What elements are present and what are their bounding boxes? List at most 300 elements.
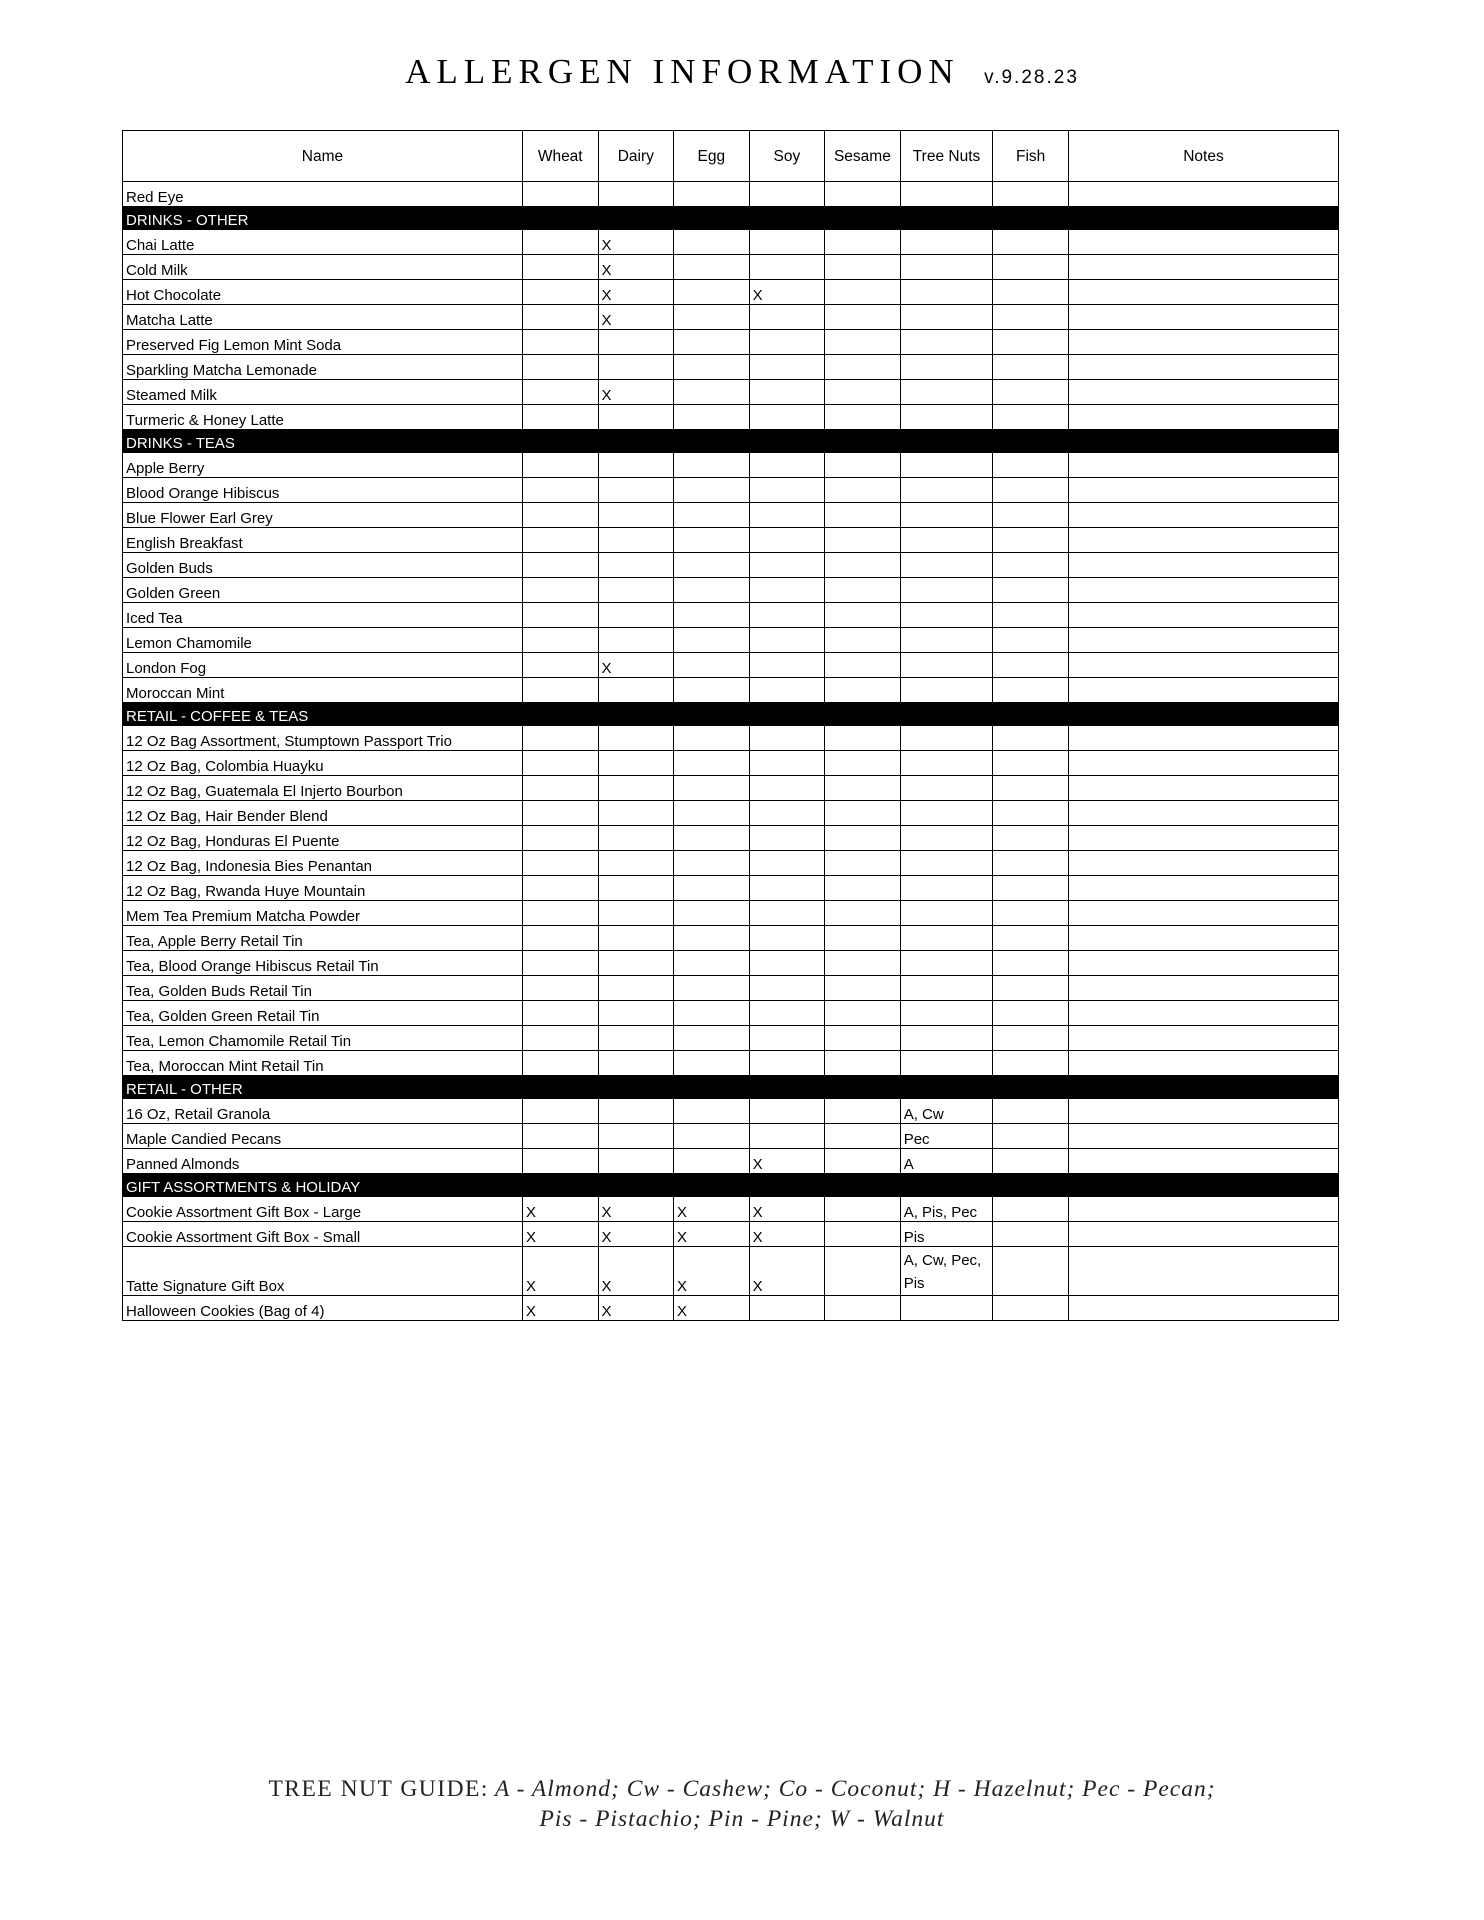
cell-fish [993,355,1069,380]
cell-sesame [825,405,901,430]
cell-egg: X [674,1247,750,1296]
tree-nut-guide-label: TREE NUT GUIDE: [268,1776,489,1802]
cell-name: 16 Oz, Retail Granola [123,1099,523,1124]
cell-fish [993,528,1069,553]
section-header-row [123,430,1339,453]
cell-tree-nuts [900,603,993,628]
cell-notes [1068,1197,1338,1222]
cell-name: Maple Candied Pecans [123,1124,523,1149]
cell-soy [749,801,825,826]
cell-name: Tea, Moroccan Mint Retail Tin [123,1051,523,1076]
cell-name: English Breakfast [123,528,523,553]
cell-name: Panned Almonds [123,1149,523,1174]
cell-notes [1068,478,1338,503]
table-row [123,653,1339,678]
cell-tree-nuts [900,726,993,751]
cell-fish [993,1149,1069,1174]
cell-tree-nuts [900,901,993,926]
table-row [123,453,1339,478]
cell-egg [674,255,750,280]
cell-name: Blue Flower Earl Grey [123,503,523,528]
cell-sesame [825,726,901,751]
cell-soy [749,453,825,478]
table-row [123,826,1339,851]
cell-dairy [598,826,674,851]
cell-dairy [598,182,674,207]
cell-notes [1068,653,1338,678]
cell-sesame [825,578,901,603]
cell-soy [749,628,825,653]
cell-wheat [522,801,598,826]
cell-fish [993,503,1069,528]
cell-name: Turmeric & Honey Latte [123,405,523,430]
cell-sesame [825,1149,901,1174]
cell-soy [749,851,825,876]
table-row [123,1197,1339,1222]
cell-soy [749,578,825,603]
cell-notes [1068,628,1338,653]
cell-wheat: X [522,1197,598,1222]
cell-name: Red Eye [123,182,523,207]
cell-sesame [825,453,901,478]
cell-tree-nuts [900,678,993,703]
cell-tree-nuts [900,405,993,430]
cell-name: Apple Berry [123,453,523,478]
table-row [123,528,1339,553]
cell-notes [1068,678,1338,703]
column-header-notes: Notes [1068,131,1338,182]
cell-egg [674,678,750,703]
table-row [123,1222,1339,1247]
cell-notes [1068,851,1338,876]
table-row [123,1099,1339,1124]
cell-dairy: X [598,380,674,405]
cell-fish [993,1124,1069,1149]
cell-name: Cookie Assortment Gift Box - Small [123,1222,523,1247]
cell-sesame [825,230,901,255]
cell-soy [749,255,825,280]
cell-sesame [825,926,901,951]
table-row [123,478,1339,503]
cell-notes [1068,1099,1338,1124]
column-header-tree-nuts: Tree Nuts [900,131,993,182]
cell-name: Tatte Signature Gift Box [123,1247,523,1296]
cell-wheat [522,951,598,976]
cell-name: Tea, Blood Orange Hibiscus Retail Tin [123,951,523,976]
cell-wheat [522,653,598,678]
cell-tree-nuts [900,1051,993,1076]
section-header-row [123,1076,1339,1099]
table-row [123,182,1339,207]
cell-fish [993,182,1069,207]
title-text: ALLERGEN INFORMATION [405,52,960,91]
section-header-label: RETAIL - COFFEE & TEAS [123,703,1339,726]
cell-soy: X [749,1222,825,1247]
cell-soy [749,603,825,628]
cell-name: Cold Milk [123,255,523,280]
column-header-name: Name [123,131,523,182]
cell-wheat [522,826,598,851]
cell-wheat [522,280,598,305]
cell-notes [1068,355,1338,380]
cell-notes [1068,1124,1338,1149]
tree-nut-guide-line-2 [0,1804,1484,1834]
cell-notes [1068,280,1338,305]
cell-egg [674,305,750,330]
cell-soy [749,951,825,976]
cell-dairy [598,603,674,628]
cell-notes [1068,751,1338,776]
cell-tree-nuts [900,230,993,255]
cell-wheat [522,926,598,951]
cell-name: Tea, Lemon Chamomile Retail Tin [123,1026,523,1051]
cell-tree-nuts [900,280,993,305]
table-row [123,876,1339,901]
cell-dairy: X [598,1197,674,1222]
cell-fish [993,628,1069,653]
cell-sesame [825,182,901,207]
cell-notes [1068,230,1338,255]
cell-dairy: X [598,255,674,280]
cell-fish [993,603,1069,628]
section-header-label: DRINKS - OTHER [123,207,1339,230]
cell-sesame [825,1099,901,1124]
cell-soy [749,305,825,330]
cell-fish [993,280,1069,305]
cell-soy [749,230,825,255]
cell-tree-nuts [900,951,993,976]
cell-egg [674,553,750,578]
cell-name: 12 Oz Bag, Indonesia Bies Penantan [123,851,523,876]
cell-dairy [598,553,674,578]
table-row [123,330,1339,355]
cell-notes [1068,1296,1338,1321]
cell-dairy [598,926,674,951]
cell-egg [674,405,750,430]
cell-name: Lemon Chamomile [123,628,523,653]
cell-name: Steamed Milk [123,380,523,405]
table-row [123,751,1339,776]
cell-wheat [522,182,598,207]
cell-dairy: X [598,280,674,305]
cell-egg [674,976,750,1001]
cell-notes [1068,1051,1338,1076]
cell-soy [749,1124,825,1149]
column-header-sesame: Sesame [825,131,901,182]
cell-sesame [825,503,901,528]
table-row [123,1124,1339,1149]
cell-wheat [522,478,598,503]
cell-egg [674,776,750,801]
cell-soy: X [749,1247,825,1296]
cell-fish [993,1051,1069,1076]
cell-tree-nuts [900,528,993,553]
cell-tree-nuts [900,926,993,951]
cell-dairy [598,1124,674,1149]
cell-fish [993,751,1069,776]
tree-nut-guide-line-1 [0,1774,1484,1804]
cell-tree-nuts [900,503,993,528]
cell-wheat [522,603,598,628]
cell-notes [1068,182,1338,207]
cell-wheat [522,230,598,255]
cell-wheat [522,976,598,1001]
cell-sesame [825,528,901,553]
cell-fish [993,976,1069,1001]
cell-sesame [825,976,901,1001]
cell-wheat [522,405,598,430]
cell-notes [1068,305,1338,330]
cell-tree-nuts [900,355,993,380]
cell-soy: X [749,280,825,305]
cell-fish [993,1026,1069,1051]
table-row [123,926,1339,951]
cell-dairy [598,901,674,926]
cell-dairy [598,578,674,603]
cell-name: London Fog [123,653,523,678]
table-row [123,553,1339,578]
cell-egg [674,330,750,355]
table-row [123,678,1339,703]
column-header-soy: Soy [749,131,825,182]
cell-dairy: X [598,1222,674,1247]
cell-notes [1068,776,1338,801]
cell-wheat [522,528,598,553]
cell-soy [749,751,825,776]
cell-fish [993,951,1069,976]
cell-wheat [522,355,598,380]
cell-name: 12 Oz Bag, Rwanda Huye Mountain [123,876,523,901]
cell-notes [1068,503,1338,528]
cell-tree-nuts [900,182,993,207]
column-header-wheat: Wheat [522,131,598,182]
table-row [123,901,1339,926]
cell-tree-nuts [900,653,993,678]
cell-wheat [522,553,598,578]
cell-wheat [522,851,598,876]
cell-egg [674,726,750,751]
cell-sesame [825,851,901,876]
cell-notes [1068,578,1338,603]
cell-sesame [825,1026,901,1051]
cell-name: Matcha Latte [123,305,523,330]
cell-sesame [825,330,901,355]
cell-wheat [522,1149,598,1174]
cell-sesame [825,628,901,653]
cell-notes [1068,926,1338,951]
cell-wheat [522,901,598,926]
cell-name: Chai Latte [123,230,523,255]
cell-name: Tea, Golden Buds Retail Tin [123,976,523,1001]
section-header-row [123,1174,1339,1197]
cell-egg [674,826,750,851]
cell-egg: X [674,1296,750,1321]
cell-dairy [598,628,674,653]
cell-fish [993,1197,1069,1222]
tree-nut-guide-text-1: A - Almond; Cw - Cashew; Co - Coconut; H - Hazelnut; Pec - Pecan; [494,1776,1216,1802]
cell-tree-nuts: A, Cw [900,1099,993,1124]
cell-dairy [598,678,674,703]
cell-sesame [825,826,901,851]
cell-notes [1068,528,1338,553]
cell-dairy [598,1051,674,1076]
cell-sesame [825,1222,901,1247]
cell-soy [749,553,825,578]
cell-name: 12 Oz Bag Assortment, Stumptown Passport Trio [123,726,523,751]
cell-notes [1068,1001,1338,1026]
cell-dairy: X [598,230,674,255]
cell-fish [993,553,1069,578]
tree-nut-guide [0,1774,1484,1834]
cell-egg [674,851,750,876]
cell-sesame [825,653,901,678]
cell-notes [1068,826,1338,851]
cell-wheat [522,255,598,280]
cell-tree-nuts [900,255,993,280]
cell-egg [674,901,750,926]
cell-soy [749,1026,825,1051]
cell-tree-nuts [900,553,993,578]
column-header-dairy: Dairy [598,131,674,182]
cell-wheat [522,776,598,801]
cell-sesame [825,1197,901,1222]
column-header-egg: Egg [674,131,750,182]
cell-soy [749,926,825,951]
cell-wheat [522,1001,598,1026]
cell-notes [1068,1247,1338,1296]
allergen-table [122,130,1339,1321]
table-row [123,1051,1339,1076]
cell-fish [993,801,1069,826]
cell-egg [674,280,750,305]
cell-soy [749,503,825,528]
cell-soy [749,330,825,355]
cell-egg [674,1051,750,1076]
cell-egg [674,503,750,528]
cell-tree-nuts: A [900,1149,993,1174]
cell-fish [993,1296,1069,1321]
cell-egg [674,230,750,255]
cell-dairy [598,876,674,901]
cell-name: Blood Orange Hibiscus [123,478,523,503]
cell-dairy: X [598,305,674,330]
cell-sesame [825,776,901,801]
cell-sesame [825,876,901,901]
cell-soy [749,976,825,1001]
cell-name: Golden Buds [123,553,523,578]
cell-dairy [598,751,674,776]
cell-wheat [522,305,598,330]
cell-dairy [598,528,674,553]
cell-tree-nuts [900,976,993,1001]
cell-egg [674,1149,750,1174]
cell-fish [993,776,1069,801]
cell-fish [993,926,1069,951]
cell-tree-nuts [900,305,993,330]
cell-notes [1068,901,1338,926]
cell-name: Preserved Fig Lemon Mint Soda [123,330,523,355]
cell-dairy [598,951,674,976]
page-title [0,52,1484,92]
cell-name: Iced Tea [123,603,523,628]
cell-fish [993,851,1069,876]
cell-egg [674,653,750,678]
cell-sesame [825,1001,901,1026]
cell-sesame [825,603,901,628]
cell-name: Cookie Assortment Gift Box - Large [123,1197,523,1222]
cell-wheat: X [522,1247,598,1296]
cell-soy [749,901,825,926]
table-row [123,380,1339,405]
cell-notes [1068,380,1338,405]
cell-egg [674,355,750,380]
cell-sesame [825,751,901,776]
cell-tree-nuts: A, Pis, Pec [900,1197,993,1222]
cell-wheat [522,628,598,653]
cell-egg [674,926,750,951]
cell-wheat [522,876,598,901]
table-row [123,503,1339,528]
cell-notes [1068,453,1338,478]
table-row [123,1296,1339,1321]
cell-dairy [598,1099,674,1124]
table-row [123,976,1339,1001]
cell-notes [1068,603,1338,628]
cell-soy [749,776,825,801]
cell-wheat [522,1026,598,1051]
cell-tree-nuts [900,876,993,901]
cell-soy [749,1051,825,1076]
table-row [123,603,1339,628]
cell-tree-nuts [900,628,993,653]
cell-tree-nuts: A, Cw, Pec, Pis [900,1247,993,1296]
cell-fish [993,230,1069,255]
cell-sesame [825,1296,901,1321]
cell-dairy [598,453,674,478]
cell-name: Tea, Golden Green Retail Tin [123,1001,523,1026]
cell-fish [993,678,1069,703]
cell-dairy: X [598,653,674,678]
cell-notes [1068,1026,1338,1051]
cell-egg [674,1026,750,1051]
table-row [123,726,1339,751]
cell-fish [993,453,1069,478]
cell-name: Mem Tea Premium Matcha Powder [123,901,523,926]
cell-soy [749,380,825,405]
cell-fish [993,1247,1069,1296]
cell-fish [993,726,1069,751]
cell-dairy [598,851,674,876]
cell-dairy [598,1001,674,1026]
cell-tree-nuts [900,776,993,801]
cell-notes [1068,553,1338,578]
cell-wheat [522,678,598,703]
column-header-fish: Fish [993,131,1069,182]
cell-egg [674,1124,750,1149]
cell-egg [674,801,750,826]
cell-egg [674,1099,750,1124]
cell-sesame [825,478,901,503]
cell-fish [993,1001,1069,1026]
table-row [123,578,1339,603]
cell-tree-nuts [900,380,993,405]
cell-sesame [825,280,901,305]
cell-sesame [825,1124,901,1149]
cell-wheat [522,453,598,478]
cell-wheat [522,1051,598,1076]
cell-dairy [598,776,674,801]
cell-fish [993,876,1069,901]
